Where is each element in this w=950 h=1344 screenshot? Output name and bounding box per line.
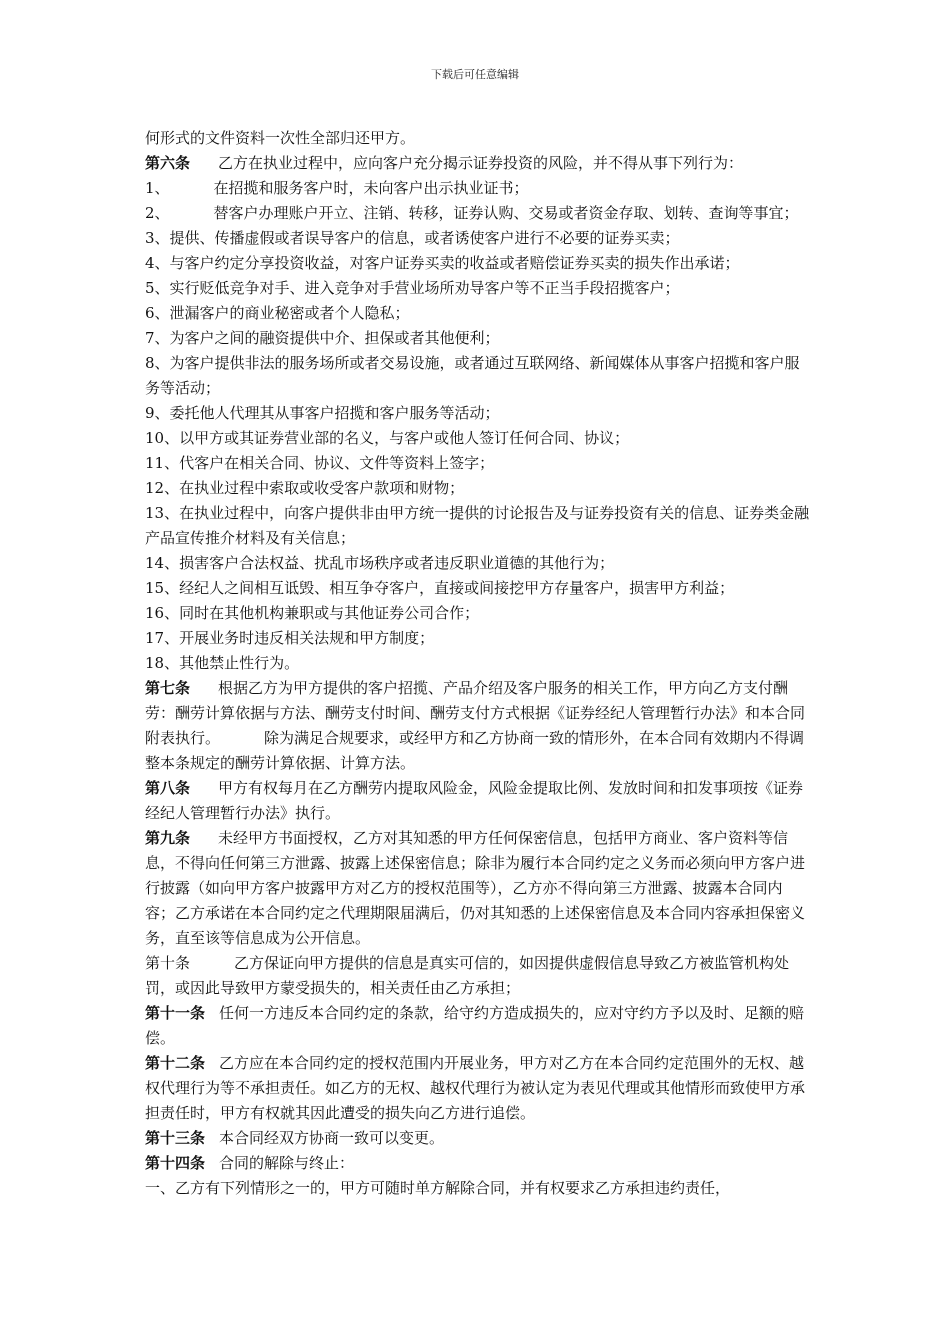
list-item — [145, 201, 810, 226]
item-text: 以甲方或其证券营业部的名义，与客户或他人签订任何合同、协议； — [179, 429, 630, 447]
item-number: 17、 — [145, 629, 180, 647]
item-number: 1、 — [145, 179, 170, 197]
article-text: 任何一方违反本合同约定的条款，给守约方造成损失的，应对守约方予以及时、足额的赔偿。 — [145, 1004, 805, 1047]
article-label: 第六条 — [145, 154, 191, 172]
article-label: 第十二条 — [145, 1054, 206, 1072]
article-text: 本合同经双方协商一致可以变更。 — [219, 1129, 445, 1147]
article-label: 第十四条 — [145, 1154, 206, 1172]
article-label: 第十三条 — [145, 1129, 206, 1147]
list-item — [145, 351, 810, 401]
article-label: 第十一条 — [145, 1004, 206, 1022]
item-number: 8、 — [145, 354, 170, 372]
list-item — [145, 301, 810, 326]
article-text: 乙方保证向甲方提供的信息是真实可信的，如因提供虚假信息导致乙方被监管机构处罚，或因此导致甲方蒙受损失的，相关责任由乙方承担； — [145, 954, 790, 997]
list-item — [145, 551, 810, 576]
list-item — [145, 326, 810, 351]
item-text: 替客户办理账户开立、注销、转移，证券认购、交易或者资金存取、划转、查询等事宜； — [213, 204, 799, 222]
article-label: 第十条 — [145, 954, 191, 972]
item-text: 实行贬低竞争对手、进入竞争对手营业场所劝导客户等不正当手段招揽客户； — [169, 279, 680, 297]
list-item — [145, 651, 810, 676]
list-item — [145, 226, 810, 251]
article-label: 第八条 — [145, 779, 191, 797]
item-number: 14、 — [145, 554, 180, 572]
item-text: 开展业务时违反相关法规和甲方制度； — [179, 629, 435, 647]
list-item — [145, 601, 810, 626]
item-number: 18、 — [145, 654, 180, 672]
page-header: 下载后可任意编辑 — [431, 68, 519, 81]
list-item — [145, 251, 810, 276]
item-text: 在执业过程中，向客户提供非由甲方统一提供的讨论报告及与证券投资有关的信息、证券类金融产品宣传推介材料及有关信息； — [145, 504, 810, 547]
list-item — [145, 501, 810, 551]
article-13 — [145, 1126, 810, 1151]
list-item — [145, 276, 810, 301]
article-14 — [145, 1151, 810, 1176]
item-number: 12、 — [145, 479, 180, 497]
article-label: 第九条 — [145, 829, 191, 847]
article-label: 第七条 — [145, 679, 191, 697]
item-number: 16、 — [145, 604, 180, 622]
item-number: 6、 — [145, 304, 170, 322]
item-number: 13、 — [145, 504, 180, 522]
item-number: 15、 — [145, 579, 180, 597]
article-text: 未经甲方书面授权，乙方对其知悉的甲方任何保密信息，包括甲方商业、客户资料等信息，不得向任何第三方泄露、披露上述保密信息；除非为履行本合同约定之义务而必须向甲方客户进行披露（如向甲方客户披露甲方对乙方的授权范围等），乙方亦不得向第三方泄露、披露本合同内容；乙方承诺在本合同约定之代理期限届满后，仍对其知悉的上述保密信息及本合同内容承担保密义务，直至该等信息成为公开信息。 — [145, 829, 806, 947]
item-text: 在执业过程中索取或收受客户款项和财物； — [179, 479, 465, 497]
document-body — [145, 126, 810, 1201]
article-text: 合同的解除与终止： — [219, 1154, 355, 1172]
item-number: 5、 — [145, 279, 170, 297]
item-number: 4、 — [145, 254, 170, 272]
article-7 — [145, 676, 810, 776]
article-9 — [145, 826, 810, 951]
list-item — [145, 626, 810, 651]
article-text: 乙方在执业过程中，应向客户充分揭示证券投资的风险，并不得从事下列行为： — [218, 154, 744, 172]
list-item — [145, 476, 810, 501]
list-item — [145, 401, 810, 426]
list-item — [145, 426, 810, 451]
item-number: 7、 — [145, 329, 170, 347]
article-text: 乙方应在本合同约定的授权范围内开展业务，甲方对乙方在本合同约定范围外的无权、越权代理行为等不承担责任。如乙方的无权、越权代理行为被认定为表见代理或其他情形而致使甲方承担责任时，甲方有权就其因此遭受的损失向乙方进行追偿。 — [145, 1054, 806, 1122]
item-text: 损害客户合法权益、扰乱市场秩序或者违反职业道德的其他行为； — [179, 554, 615, 572]
item-text: 提供、传播虚假或者误导客户的信息，或者诱使客户进行不必要的证券买卖； — [169, 229, 680, 247]
item-text: 代客户在相关合同、协议、文件等资料上签字； — [179, 454, 495, 472]
item-text: 与客户约定分享投资收益，对客户证券买卖的收益或者赔偿证券买卖的损失作出承诺； — [169, 254, 740, 272]
list-item — [145, 576, 810, 601]
article-6 — [145, 151, 810, 176]
article-11 — [145, 1001, 810, 1051]
item-number: 11、 — [145, 454, 180, 472]
list-item — [145, 176, 810, 201]
article-text: 根据乙方为甲方提供的客户招揽、产品介绍及客户服务的相关工作，甲方向乙方支付酬劳：酬劳计算依据与方法、酬劳支付时间、酬劳支付方式根据《证券经纪人管理暂行办法》和本合同附表执行。 — [145, 679, 806, 747]
item-number: 9、 — [145, 404, 170, 422]
item-number: 2、 — [145, 204, 170, 222]
article-8 — [145, 776, 810, 826]
item-text: 泄漏客户的商业秘密或者个人隐私； — [169, 304, 410, 322]
item-text: 委托他人代理其从事客户招揽和客户服务等活动； — [169, 404, 500, 422]
item-text: 同时在其他机构兼职或与其他证券公司合作； — [179, 604, 480, 622]
item-text: 其他禁止性行为。 — [179, 654, 300, 672]
article-12 — [145, 1051, 810, 1126]
item-text: 为客户提供非法的服务场所或者交易设施，或者通过互联网络、新闻媒体从事客户招揽和客户服务等活动； — [145, 354, 800, 397]
paragraph-last: 一、乙方有下列情形之一的，甲方可随时单方解除合同，并有权要求乙方承担违约责任， — [145, 1179, 731, 1197]
article-text-continued: 除为满足合规要求，或经甲方和乙方协商一致的情形外，在本合同有效期内不得调整本条规定的酬劳计算依据、计算方法。 — [145, 729, 805, 772]
item-number: 3、 — [145, 229, 170, 247]
article-10 — [145, 951, 810, 1001]
item-text: 经纪人之间相互诋毁、相互争夺客户，直接或间接挖甲方存量客户，损害甲方利益； — [179, 579, 735, 597]
item-number: 10、 — [145, 429, 180, 447]
item-text: 为客户之间的融资提供中介、担保或者其他便利； — [169, 329, 500, 347]
paragraph-continuation: 何形式的文件资料一次性全部归还甲方。 — [145, 129, 416, 147]
article-text: 甲方有权每月在乙方酬劳内提取风险金，风险金提取比例、发放时间和扣发事项按《证券经纪人管理暂行办法》执行。 — [145, 779, 804, 822]
item-text: 在招揽和服务客户时，未向客户出示执业证书； — [213, 179, 529, 197]
list-item — [145, 451, 810, 476]
